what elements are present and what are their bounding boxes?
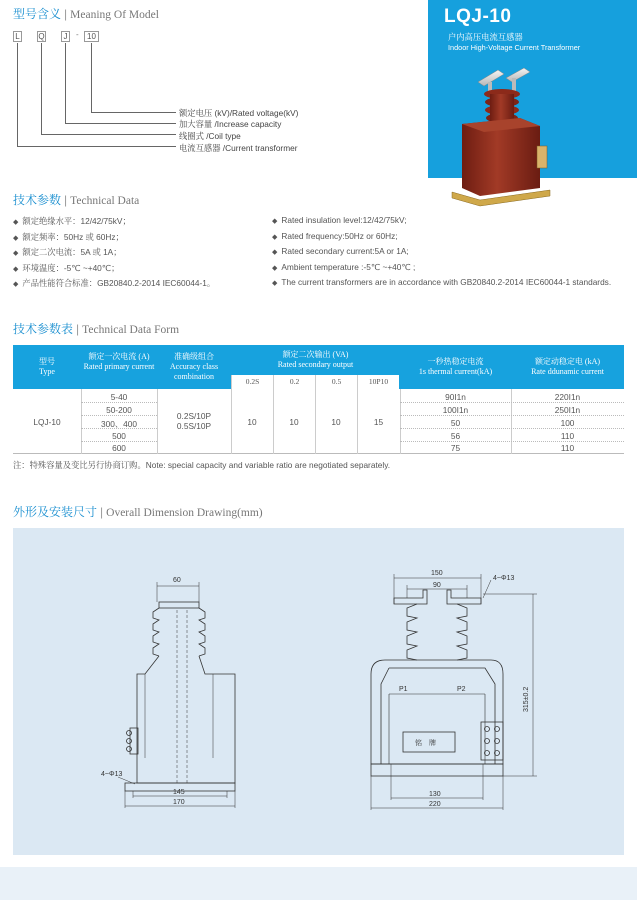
dim-60: 60: [173, 577, 181, 584]
product-photo: [440, 60, 560, 220]
th-sub-10p10: 10P10: [358, 375, 399, 389]
technical-data-title: 技术参数 | Technical Data: [13, 193, 140, 207]
dim-145: 145: [173, 789, 185, 796]
th-thermal: 一秒热稳定电流 1s thermal current(kA): [418, 357, 493, 376]
cell-dynamic: 250I1n: [554, 405, 581, 415]
product-name-en: Indoor High-Voltage Current Transformer: [448, 43, 581, 52]
footer-band: [0, 867, 637, 900]
product-name-cn: 户内高压电流互感器: [448, 32, 523, 42]
diamond-icon: ◆: [272, 234, 278, 241]
front-view: [371, 570, 537, 810]
code-letter-j: J: [61, 31, 70, 42]
diamond-icon: ◆: [272, 265, 278, 272]
col-divider: [231, 375, 232, 454]
model-meaning-title: 型号含义 | Meaning Of Model: [13, 7, 159, 21]
col-divider: [357, 375, 358, 454]
cell-dynamic: 220I1n: [554, 392, 581, 402]
label-nameplate: 铭 牌: [415, 739, 436, 747]
technical-data-title-cn: 技术参数: [13, 193, 62, 207]
tech-item-en-1: ◆ Rated insulation level:12/42/75kV;: [272, 215, 407, 225]
cell-dynamic: 110: [560, 443, 575, 453]
technical-form-title: 技术参数表 | Technical Data Form: [13, 322, 180, 336]
drawing-title-en: Overall Dimension Drawing(mm): [106, 507, 263, 519]
diamond-icon: ◆: [13, 281, 19, 288]
row-divider: [400, 402, 624, 403]
tech-item-cn-2: ◆ 额定频率：50Hz 或 60Hz；: [13, 232, 124, 242]
tech-item-en-3: ◆ Rated secondary current:5A or 1A;: [272, 246, 409, 256]
cell-primary: 600: [112, 443, 126, 453]
th-type: 型号 Type: [39, 357, 55, 376]
model-leader-1: [91, 43, 92, 113]
technical-data-title-en: Technical Data: [70, 195, 140, 207]
diamond-icon: ◆: [13, 235, 19, 242]
th-dynamic: 额定动稳定电 (kA) Rate ddunamic current: [531, 357, 604, 376]
drawing-title-cn: 外形及安装尺寸: [13, 505, 98, 519]
row-divider: [81, 402, 157, 403]
model-leader-3: [41, 43, 42, 135]
dim-130: 130: [429, 791, 441, 798]
row-divider: [400, 441, 624, 442]
dim-170: 170: [173, 799, 185, 806]
cell-dynamic: 110: [560, 431, 575, 441]
code-dash: -: [76, 30, 79, 39]
technical-form-title-en: Technical Data Form: [82, 324, 180, 336]
dim-height: 315±0.2: [523, 686, 530, 712]
model-label-voltage: 额定电压 (kV)/Rated voltage(kV): [179, 108, 299, 118]
th-sub-05: 0.5: [316, 375, 357, 389]
model-label-coil: 线圈式 /Coil type: [179, 131, 241, 141]
dim-220: 220: [429, 801, 441, 808]
cell-primary: 300、400: [101, 419, 137, 429]
tech-item-en-5: ◆ The current transformers are in accordance with GB20840.2-2014 IEC60044-1 standards.: [272, 277, 612, 287]
diamond-icon: ◆: [272, 218, 278, 225]
tech-item-cn-4: ◆ 环境温度：-5℃ ~+40℃；: [13, 263, 120, 273]
col-divider: [273, 375, 274, 454]
diamond-icon: ◆: [13, 219, 19, 226]
cell-primary: 50-200: [106, 405, 132, 415]
th-secondary: 额定二次输出 (VA) Rated secondary output: [277, 350, 354, 369]
tech-item-en-4: ◆ Ambient temperature :-5℃ ~+40℃ ;: [272, 262, 416, 272]
model-leader-2: [65, 43, 66, 124]
dim-holes-right: 4~Φ13: [493, 575, 515, 582]
cell-thermal: 56: [450, 431, 461, 441]
product-model: LQJ-10: [444, 6, 512, 27]
cell-thermal: 75: [450, 443, 461, 453]
tech-item-cn-1: ◆ 额定绝缘水平：12/42/75kV；: [13, 216, 131, 226]
label-p2: P2: [457, 686, 466, 693]
label-p1: P1: [399, 686, 408, 693]
model-meaning-title-en: Meaning Of Model: [70, 9, 159, 21]
code-letter-l: L: [13, 31, 22, 42]
dim-150: 150: [431, 570, 443, 577]
cell-thermal: 50: [450, 418, 461, 428]
cell-output-05: 10: [331, 417, 341, 427]
table-note: 注：特殊容量及变比另行协商订购。Note: special capacity and variable ratio are negotiated separately.: [13, 460, 391, 470]
diamond-icon: ◆: [13, 266, 19, 273]
cell-accuracy: 0.2S/10P 0.5S/10P: [176, 411, 212, 431]
col-divider: [315, 375, 316, 454]
diamond-icon: ◆: [272, 249, 278, 256]
code-letter-q: Q: [38, 32, 45, 41]
tech-item-en-2: ◆ Rated frequency:50Hz or 60Hz;: [272, 231, 398, 241]
th-sub-02s: 0.2S: [232, 375, 273, 389]
cell-output-02s: 10: [247, 417, 257, 427]
th-primary: 额定一次电流 (A) Rated primary current: [83, 352, 155, 371]
side-view: [101, 577, 235, 808]
cell-output-10p10: 15: [373, 417, 384, 427]
code-voltage: 10: [84, 31, 99, 42]
dim-90: 90: [433, 582, 441, 589]
technical-form-title-cn: 技术参数表: [13, 322, 74, 336]
diamond-icon: ◆: [272, 280, 278, 287]
dim-holes-left: 4~Φ13: [101, 771, 123, 778]
model-leader-4: [17, 43, 18, 147]
model-leader-1h: [91, 112, 176, 113]
model-leader-2h: [65, 123, 176, 124]
th-sub-02: 0.2: [274, 375, 315, 389]
cell-output-02: 10: [289, 417, 299, 427]
cell-primary: 5-40: [110, 392, 128, 402]
model-meaning-title-cn: 型号含义: [13, 7, 62, 21]
th-accuracy: 准确级组合 Accuracy class combination: [169, 352, 219, 381]
row-divider: [81, 415, 157, 416]
tech-item-cn-5: ◆ 产品性能符合标准：GB20840.2-2014 IEC60044-1。: [13, 278, 216, 288]
row-divider: [81, 441, 157, 442]
diamond-icon: ◆: [13, 250, 19, 257]
row-divider: [400, 428, 624, 429]
model-label-transformer: 电流互感器 /Current transformer: [179, 143, 298, 153]
model-leader-4h: [17, 146, 176, 147]
cell-thermal: 100I1n: [442, 405, 469, 415]
row-divider: [400, 415, 624, 416]
tech-item-cn-3: ◆ 额定二次电流：5A 或 1A；: [13, 247, 122, 257]
model-leader-3h: [41, 134, 176, 135]
cell-thermal: 90I1n: [445, 392, 466, 402]
drawing-title: 外形及安装尺寸 | Overall Dimension Drawing(mm): [13, 505, 263, 519]
model-label-capacity: 加大容量 /Increase capacity: [179, 119, 282, 129]
cell-dynamic: 100: [560, 418, 575, 428]
cell-type: LQJ-10: [33, 417, 61, 427]
cell-primary: 500: [112, 431, 126, 441]
dimension-drawing: [13, 528, 624, 855]
